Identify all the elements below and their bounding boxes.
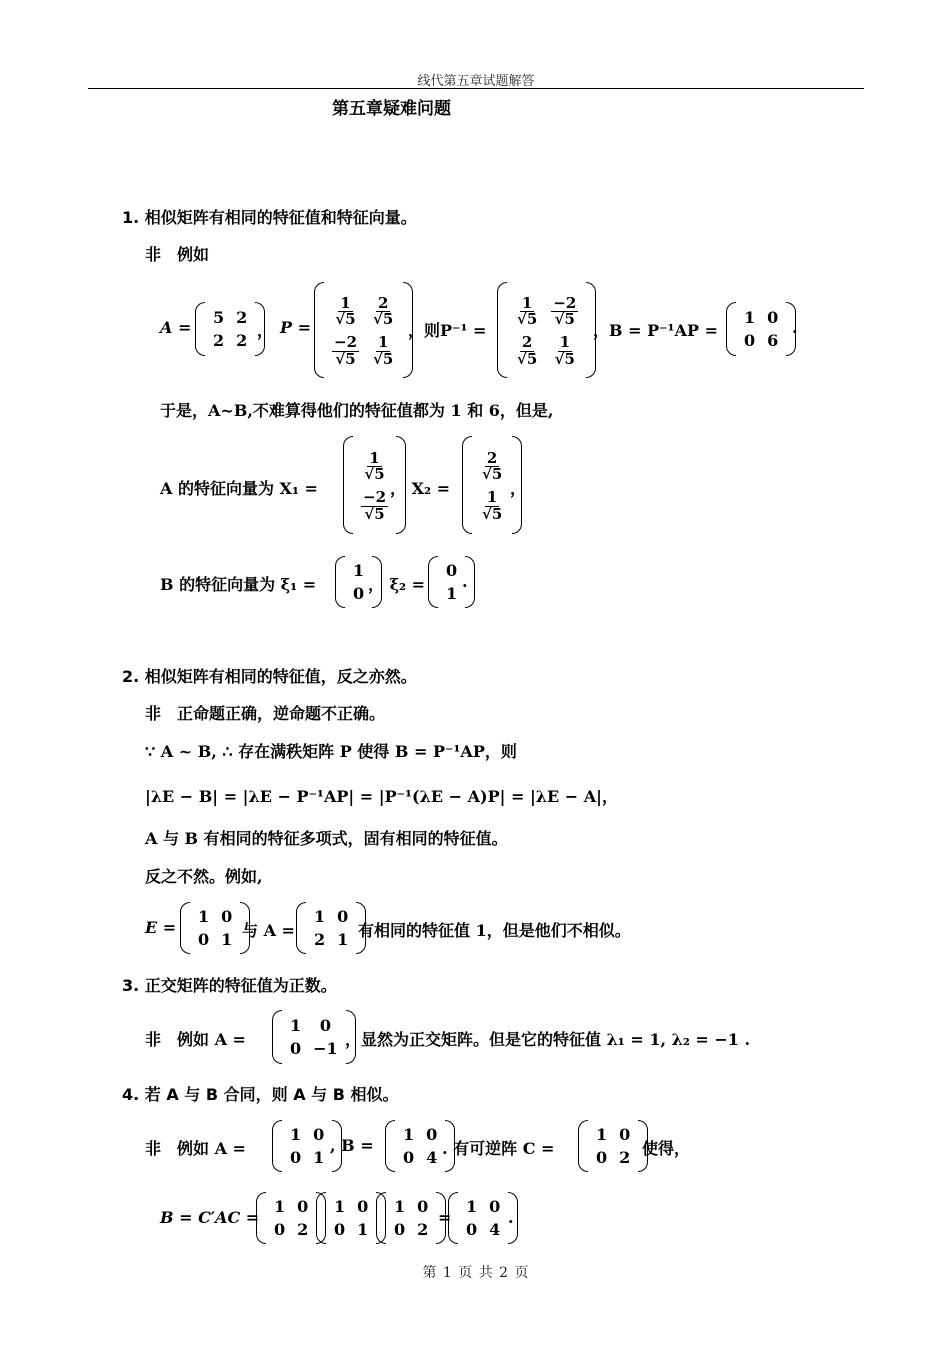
running-header: 线代第五章试题解答 bbox=[417, 74, 535, 89]
q4-answer: 非 例如 A = bbox=[145, 1139, 246, 1158]
q2-E-label: E = bbox=[145, 918, 177, 937]
q1-xi2-label: ， ξ₂ = bbox=[368, 575, 426, 594]
q1-comma: ， bbox=[257, 321, 274, 340]
q2-mid: 与 A = bbox=[242, 921, 295, 940]
q4-matrix-M1: 1 0 0 2 bbox=[256, 1192, 326, 1244]
q1-xi2-tail: . bbox=[462, 572, 468, 591]
q4-B-label: , B = bbox=[330, 1136, 374, 1155]
q4-matrix-M3: 1 0 0 2 bbox=[376, 1192, 446, 1244]
q4-C-label: . 有可逆阵 C = bbox=[442, 1139, 555, 1158]
q4-equals: = bbox=[438, 1208, 452, 1227]
q2-line2: |λE − B| = |λE − P⁻¹AP| = |P⁻¹(λE − A)P| = |λE − A|， bbox=[145, 787, 618, 806]
q1-vector-X1: $\frac{1}{√5}$ $\frac{-2}{√5}$ bbox=[343, 436, 406, 534]
q4-eq-label: B = C′AC = bbox=[160, 1208, 260, 1227]
q1-statement: 1. 相似矩阵有相同的特征值和特征向量。 bbox=[122, 208, 417, 227]
q3-answer: 非 例如 A = bbox=[145, 1030, 246, 1049]
q3-tail: ，显然为正交矩阵。但是它的特征值 λ₁ = 1, λ₂ = −1 . bbox=[345, 1030, 751, 1049]
q2-tail: 有相同的特征值 1，但是他们不相似。 bbox=[358, 921, 631, 940]
q1-vector-X2: $\frac{2}{√5}$ $\frac{1}{√5}$ bbox=[462, 436, 522, 534]
q1-vector-xi1: 1 0 bbox=[335, 556, 382, 608]
q1-line2: 于是，A~B,不难算得他们的特征值都为 1 和 6，但是, bbox=[160, 401, 554, 420]
q4-matrix-B: 1 0 0 4 bbox=[385, 1120, 455, 1172]
page-title: 第五章疑难问题 bbox=[332, 99, 451, 119]
page-footer: 第 1 页 共 2 页 bbox=[422, 1265, 530, 1281]
q1-answer: 非 例如 bbox=[145, 245, 210, 264]
q3-matrix-A: 1 0 0 −1 bbox=[272, 1010, 356, 1064]
q4-C-tail: 使得， bbox=[642, 1139, 691, 1158]
q1-P-label: P = bbox=[280, 318, 312, 337]
q4-end: . bbox=[508, 1208, 514, 1227]
q4-matrix-M2: 1 0 0 1 bbox=[316, 1192, 386, 1244]
q2-line1: ∵ A ~ B, ∴ 存在满秩矩阵 P 使得 B = P⁻¹AP，则 bbox=[145, 742, 517, 761]
q2-line3: A 与 B 有相同的特征多项式，固有相同的特征值。 bbox=[145, 829, 508, 848]
q1-matrix-A: 5 2 2 2 bbox=[195, 302, 265, 356]
q1-eigB-label: B 的特征向量为 ξ₁ = bbox=[160, 575, 317, 594]
q1-X2-label: ， X₂ = bbox=[390, 479, 450, 498]
q2-line4: 反之不然。例如, bbox=[145, 867, 263, 886]
q1-period: . bbox=[792, 318, 798, 337]
q1-X2-tail: ， bbox=[510, 479, 527, 498]
q2-answer: 非 正命题正确，逆命题不正确。 bbox=[145, 704, 386, 723]
q2-matrix-E: 1 0 0 1 bbox=[180, 902, 250, 954]
q4-matrix-result: 1 0 0 4 bbox=[448, 1192, 518, 1244]
q4-matrix-A: 1 0 0 1 bbox=[272, 1120, 342, 1172]
q2-matrix-A: 1 0 2 1 bbox=[296, 902, 366, 954]
q3-statement: 3. 正交矩阵的特征值为正数。 bbox=[122, 976, 337, 995]
q1-matrix-P: $\frac{1}{√5}$ $\frac{2}{√5}$ $\frac{-2}{√5}$ $\frac{1}{√5}$ bbox=[314, 282, 413, 378]
q1-vector-xi2: 0 1 bbox=[428, 556, 475, 608]
q1-A-label: A = bbox=[160, 318, 192, 337]
q2-statement: 2. 相似矩阵有相同的特征值，反之亦然。 bbox=[122, 667, 417, 686]
q4-statement: 4. 若 A 与 B 合同，则 A 与 B 相似。 bbox=[122, 1085, 399, 1104]
header-rule bbox=[88, 88, 864, 89]
q1-B-label: ，B = P⁻¹AP = bbox=[593, 321, 718, 340]
q4-matrix-C: 1 0 0 2 bbox=[578, 1120, 648, 1172]
q1-matrix-B: 1 0 0 6 bbox=[726, 302, 796, 356]
q1-eigA-label: A 的特征向量为 X₁ = bbox=[160, 479, 318, 498]
q1-Pinv-label: ，则P⁻¹ = bbox=[408, 321, 487, 340]
q1-matrix-Pinv: $\frac{1}{√5}$ $\frac{-2}{√5}$ $\frac{2}{√5}$ $\frac{1}{√5}$ bbox=[497, 282, 596, 378]
